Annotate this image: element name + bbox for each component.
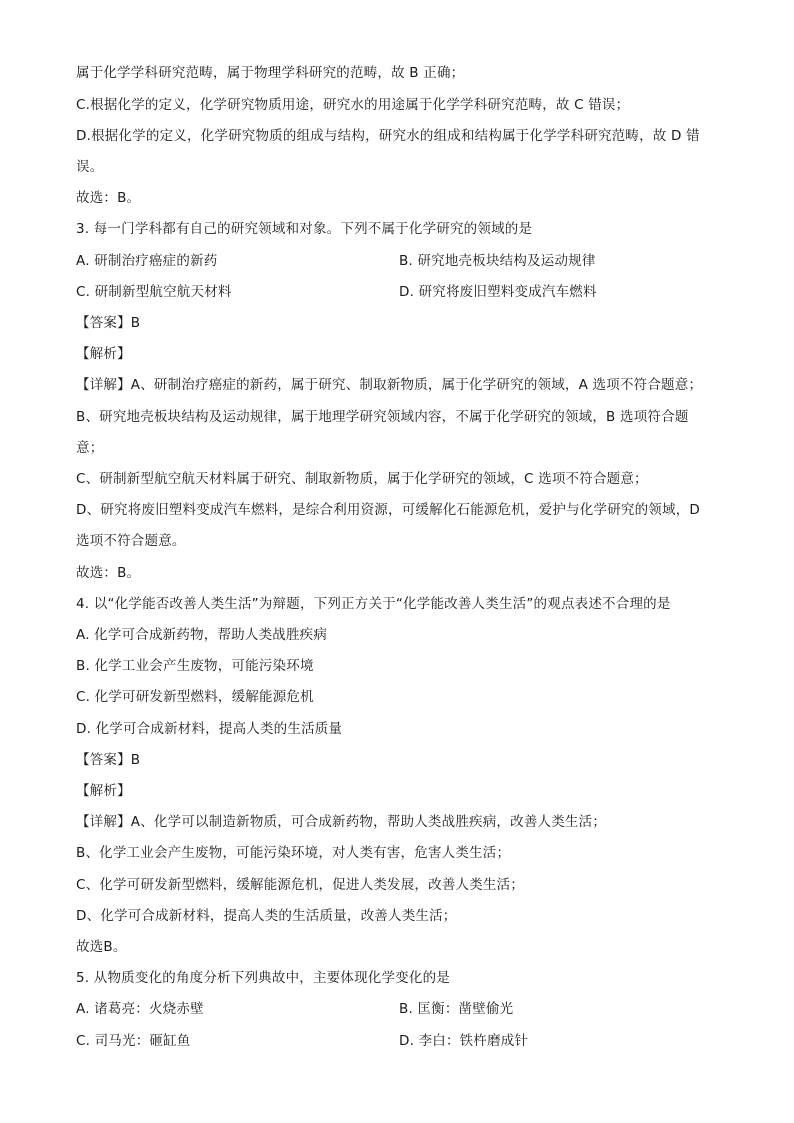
text-line: C.根据化学的定义，化学研究物质用途，研究水的用途属于化学学科研究范畴，故 C 错误；: [76, 97, 630, 113]
question-4-option-c: C. 化学可研发新型燃料，缓解能源危机: [76, 689, 314, 705]
question-3-option-d: D. 研究将废旧塑料变成汽车燃料: [399, 284, 597, 300]
question-3-option-a: A. 研制治疗癌症的新药: [76, 253, 218, 269]
text-line: B、研究地壳板块结构及运动规律，属于地理学研究领域内容，不属于化学研究的领域，B 选项符合题: [76, 409, 689, 425]
text-line: 意；: [76, 440, 104, 456]
question-4-option-b: B. 化学工业会产生废物，可能污染环境: [76, 658, 314, 674]
text-line: 属于化学学科研究范畴，属于物理学科研究的范畴，故 B 正确；: [76, 65, 465, 81]
text-line: 故选：B。: [76, 190, 141, 206]
question-5-option-b: B. 匡衡：凿壁偷光: [399, 1001, 514, 1017]
text-line: 选项不符合题意。: [76, 533, 186, 549]
text-line: 故选B。: [76, 939, 127, 955]
analysis-label: 【解析】: [76, 346, 131, 362]
text-line: D、研究将废旧塑料变成汽车燃料，是综合利用资源，可缓解化石能源危机，爱护与化学研究的领域，D: [76, 502, 700, 518]
analysis-label: 【解析】: [76, 783, 131, 799]
text-line: D、化学可合成新材料，提高人类的生活质量，改善人类生活；: [76, 908, 457, 924]
text-line: 误。: [76, 159, 104, 175]
question-3-option-b: B. 研究地壳板块结构及运动规律: [399, 253, 596, 269]
question-5-option-d: D. 李白：铁杵磨成针: [399, 1033, 529, 1049]
question-4-option-a: A. 化学可合成新药物，帮助人类战胜疾病: [76, 627, 328, 643]
question-3-stem: 3. 每一门学科都有自己的研究领域和对象。下列不属于化学研究的领域的是: [76, 221, 533, 237]
text-line: B、化学工业会产生废物，可能污染环境，对人类有害，危害人类生活；: [76, 845, 511, 861]
answer-label: 【答案】B: [76, 752, 141, 768]
text-line: C、研制新型航空航天材料属于研究、制取新物质，属于化学研究的领域，C 选项不符合题意；: [76, 471, 648, 487]
question-5-stem: 5. 从物质变化的角度分析下列典故中，主要体现化学变化的是: [76, 970, 450, 986]
text-line: 故选：B。: [76, 565, 141, 581]
question-5-option-c: C. 司马光：砸缸鱼: [76, 1033, 191, 1049]
answer-label: 【答案】B: [76, 315, 141, 331]
question-3-option-c: C. 研制新型航空航天材料: [76, 284, 232, 300]
text-line: 【详解】A、化学可以制造新物质，可合成新药物，帮助人类战胜疾病，改善人类生活；: [76, 814, 607, 830]
text-line: D.根据化学的定义，化学研究物质的组成与结构，研究水的组成和结构属于化学学科研究范畴，故 D 错: [76, 128, 700, 144]
text-line: C、化学可研发新型燃料，缓解能源危机，促进人类发展，改善人类生活；: [76, 877, 525, 893]
question-5-option-a: A. 诸葛亮：火烧赤壁: [76, 1001, 204, 1017]
question-4-option-d: D. 化学可合成新材料，提高人类的生活质量: [76, 721, 343, 737]
text-line: 【详解】A、研制治疗癌症的新药，属于研究、制取新物质，属于化学研究的领域，A 选项不符合题意；: [76, 377, 703, 393]
question-4-stem: 4. 以“化学能否改善人类生活”为辩题，下列正方关于“化学能改善人类生活”的观点表述不合理的是: [76, 596, 671, 612]
